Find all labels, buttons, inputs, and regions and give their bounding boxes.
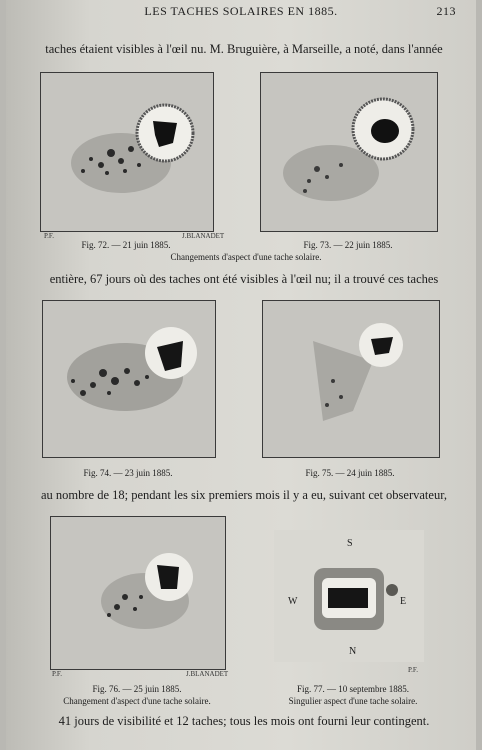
figure-74-caption: Fig. 74. — 23 juin 1885. <box>83 468 173 478</box>
body-text-line-4: 41 jours de visibilité et 12 taches; tous les mois ont fourni leur contingent. <box>58 714 430 728</box>
figure-72-drawing <box>41 73 213 231</box>
figure-76-subcaption: Changement d'aspect d'une tache solaire. <box>63 696 211 706</box>
figure-77-signature-right: P.F. <box>408 666 418 674</box>
body-text-line-3: au nombre de 18; pendant les six premiers mois il y a eu, suivant cet observateur, <box>41 488 447 502</box>
figure-77-sunspot <box>274 530 424 662</box>
figure-76-signature-left: P.F. <box>52 670 62 678</box>
running-title: LES TACHES SOLAIRES EN 1885. <box>144 4 338 18</box>
body-text-line-1: taches étaient visibles à l'œil nu. M. Bruguière, à Marseille, a noté, dans l'année <box>45 42 443 56</box>
figure-77-label-south: S <box>347 538 353 549</box>
figure-74-sunspot <box>42 300 216 458</box>
figures-72-73-shared-caption: Changements d'aspect d'une tache solaire. <box>170 252 322 262</box>
figure-77-subcaption: Singulier aspect d'une tache solaire. <box>288 696 418 706</box>
figure-76-caption: Fig. 76. — 25 juin 1885. <box>92 684 182 694</box>
figure-73-drawing <box>261 73 437 231</box>
figure-73-caption: Fig. 73. — 22 juin 1885. <box>303 240 393 250</box>
figure-77-label-north: N <box>349 646 357 657</box>
figure-76-drawing <box>51 517 225 669</box>
body-text-line-2: entière, 67 jours où des taches ont été visibles à l'œil nu; il a trouvé ces taches <box>49 272 439 286</box>
figure-75-caption: Fig. 75. — 24 juin 1885. <box>305 468 395 478</box>
figure-76-signature-right: J.BLANADET <box>186 670 229 678</box>
figure-74-drawing <box>43 301 215 457</box>
figure-72-signature-right: J.BLANADET <box>182 232 225 240</box>
page-number: 213 <box>436 4 456 18</box>
figure-77-label-west: W <box>288 596 298 607</box>
figure-72-sunspot <box>40 72 214 232</box>
figure-72-caption: Fig. 72. — 21 juin 1885. <box>81 240 171 250</box>
figure-77-label-east: E <box>400 596 407 607</box>
figure-73-sunspot <box>260 72 438 232</box>
figure-77-caption: Fig. 77. — 10 septembre 1885. <box>297 684 409 694</box>
book-page <box>6 0 476 750</box>
figure-72-signature-left: P.F. <box>44 232 54 240</box>
running-header <box>6 4 476 20</box>
figure-76-sunspot <box>50 516 226 670</box>
figure-75-sunspot <box>262 300 440 458</box>
figure-75-drawing <box>263 301 439 457</box>
